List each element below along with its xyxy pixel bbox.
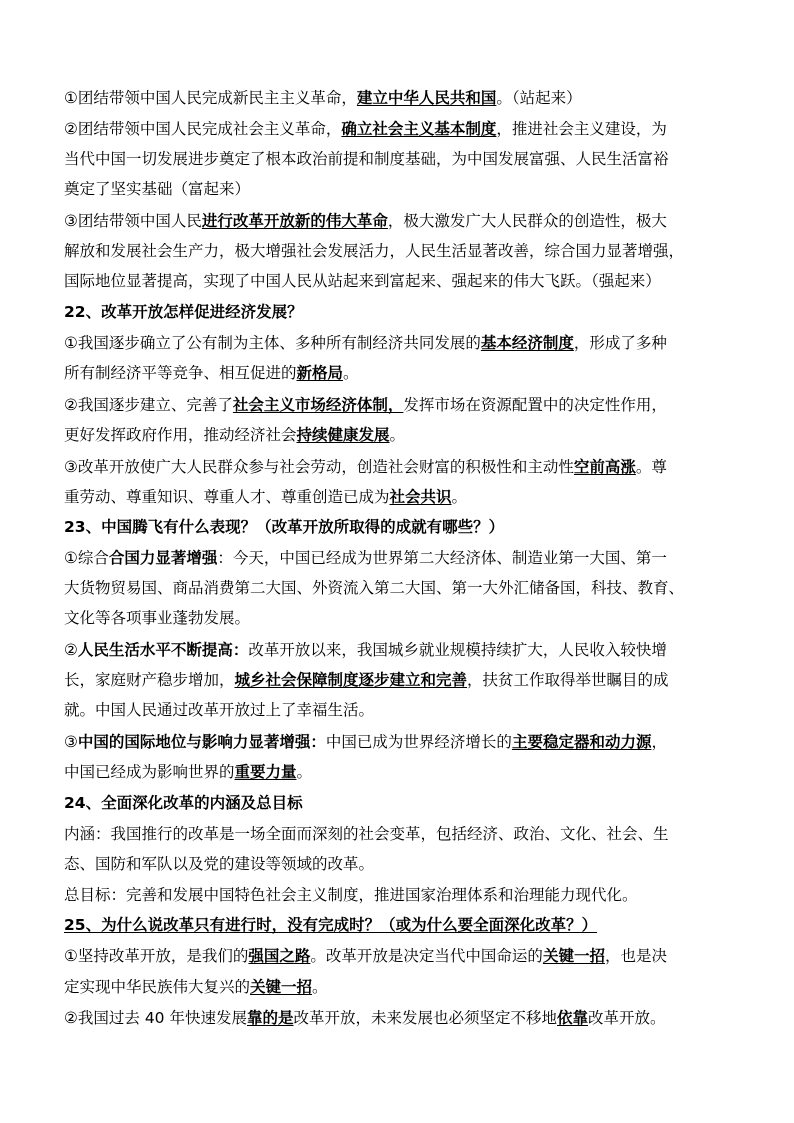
text: ，扶贫工作取得举世瞩目的成	[467, 671, 669, 689]
q23-paragraph-1-line-1	[64, 548, 734, 568]
q24-line-2: 态、国防和军队以及党的建设等领域的改革。	[64, 855, 375, 873]
text: 发挥市场在资源配置中的决定性作用，	[403, 396, 667, 414]
paragraph-2-line-2: 当代中国一切发展进步奠定了根本政治前提和制度基础，为中国发展富强、人民生活富裕	[64, 150, 669, 168]
key-term: 进行改革开放新的伟大革命	[201, 212, 388, 230]
text: 改革开放以来，我国城乡就业规模持续扩大，人民收入较快增	[248, 641, 667, 659]
key-term: 靠的是	[246, 1009, 294, 1027]
key-term: 中国的国际地位与影响力显著增强：	[77, 733, 326, 751]
text: 。	[343, 364, 359, 382]
text: 重劳动、尊重知识、尊重人才、尊重创造已成为	[64, 488, 390, 506]
text: 。	[296, 763, 313, 781]
paragraph-1-line-1	[64, 88, 734, 108]
text: ②我国过去 40 年快速发展	[64, 1009, 247, 1027]
text: 中国已成为世界经济增长的	[325, 733, 512, 751]
q24-line-1: 内涵：我国推行的改革是一场全面而深刻的社会变革，包括经济、政治、文化、社会、生	[64, 825, 669, 843]
text: ，推进社会主义建设，为	[496, 120, 667, 138]
text: ②我国逐步建立、完善了	[64, 396, 233, 414]
q23-paragraph-1-line-3: 文化等各项事业蓬勃发展。	[64, 609, 251, 627]
q23-paragraph-2-line-3: 就。中国人民通过改革开放过上了幸福生活。	[64, 701, 375, 719]
text: 中国已经成为影响世界的	[64, 763, 235, 781]
q25-paragraph-1-line-1	[64, 946, 734, 966]
q25-paragraph-2-line-1	[64, 1008, 734, 1028]
text: 。（站起来）	[496, 89, 582, 107]
q23-paragraph-2-line-2	[64, 670, 734, 690]
key-term: 持续健康发展	[296, 426, 390, 444]
text: ①综合	[64, 549, 109, 567]
q23-paragraph-3-line-1	[64, 732, 734, 752]
q22-paragraph-2-line-1	[64, 395, 734, 415]
key-term: 社会共识	[389, 488, 452, 506]
paragraph-3-line-1	[64, 211, 734, 231]
key-term: 确立社会主义基本制度	[341, 120, 497, 138]
text: 。	[389, 426, 406, 444]
text: 。	[312, 978, 328, 996]
text: 长，家庭财产稳步增加，	[64, 671, 235, 689]
text: ，	[651, 733, 667, 751]
q22-paragraph-3-line-1	[64, 457, 734, 477]
q23-paragraph-1-line-2: 大货物贸易国、商品消费第二大国、外资流入第二大国、第一大外汇储备国，科技、教育、	[64, 579, 685, 597]
text: 所有制经济平等竞争、相互促进的	[64, 364, 297, 382]
q22-paragraph-1-line-1	[64, 333, 734, 353]
text: ，极大激发广大人民群众的创造性，极大	[387, 212, 667, 230]
text: 更好发挥政府作用，推动经济社会	[64, 426, 297, 444]
key-term: 新格局	[296, 364, 344, 382]
text: 。尊	[635, 458, 667, 476]
q22-paragraph-3-line-2	[64, 487, 734, 507]
paragraph-3-line-3: 国际地位显著提高，实现了中国人民从站起来到富起来、强起来的伟大飞跃。（强起来）	[64, 272, 661, 290]
q23-paragraph-2-line-1	[64, 640, 734, 660]
key-term: 关键一招	[250, 978, 313, 996]
q25-paragraph-1-line-2	[64, 977, 734, 997]
text: 改革开放，未来发展也必须坚定不移地	[293, 1009, 558, 1027]
key-term: 合国力显著增强	[108, 549, 218, 567]
text: 定实现中华民族伟大复兴的	[64, 978, 251, 996]
key-term: 社会主义市场经济体制，	[232, 396, 404, 414]
text: ①坚持改革开放，是我们的	[64, 947, 249, 965]
text: 改革开放。	[588, 1009, 666, 1027]
text: ，形成了多种	[573, 334, 667, 352]
question-25-heading: 25、为什么说改革只有进行时，没有完成时？（或为什么要全面深化改革？）	[64, 916, 598, 934]
paragraph-3-line-2: 解放和发展社会生产力，极大增强社会发展活力，人民生活显著改善，综合国力显著增强，	[64, 242, 685, 260]
key-term: 主要稳定器和动力源	[511, 733, 652, 751]
q22-paragraph-2-line-2	[64, 425, 734, 445]
question-22-heading: 22、改革开放怎样促进经济发展？	[64, 303, 303, 321]
question-23-heading: 23、中国腾飞有什么表现？（改革开放所取得的成就有哪些？）	[64, 518, 505, 536]
text: ①我国逐步确立了公有制为主体、多种所有制经济共同发展的	[64, 334, 481, 352]
question-24-heading: 24、全面深化改革的内涵及总目标	[64, 794, 303, 812]
text: ②团结带领中国人民完成社会主义革命，	[64, 120, 342, 138]
key-term: 建立中华人民共和国	[356, 89, 497, 107]
q24-line-3: 总目标：完善和发展中国特色社会主义制度，推进国家治理体系和治理能力现代化。	[64, 886, 638, 904]
key-term: 依靠	[557, 1009, 589, 1027]
text: ③改革开放使广大人民群众参与社会劳动，创造社会财富的积极性和主动性	[64, 458, 574, 476]
q23-paragraph-3-line-2	[64, 762, 734, 782]
text: ：今天，中国已经成为世界第二大经济体、制造业第一大国、第一	[217, 549, 667, 567]
key-term: 关键一招	[542, 947, 605, 965]
key-term: 城乡社会保障制度逐步建立和完善	[234, 671, 468, 689]
text: 。	[451, 488, 468, 506]
text: ③	[64, 733, 78, 751]
key-term: 空前高涨	[573, 458, 636, 476]
key-term: 人民生活水平不断提高：	[77, 641, 249, 659]
key-term: 重要力量	[234, 763, 297, 781]
text: 。改革开放是决定当代中国命运的	[310, 947, 543, 965]
text: ②	[64, 641, 78, 659]
key-term: 强国之路	[248, 947, 311, 965]
paragraph-2-line-1	[64, 119, 734, 139]
key-term: 基本经济制度	[480, 334, 574, 352]
text: ①团结带领中国人民完成新民主主义革命，	[64, 89, 357, 107]
q22-paragraph-1-line-2	[64, 363, 734, 383]
text: ③团结带领中国人民	[64, 212, 202, 230]
paragraph-2-line-3: 奠定了坚实基础（富起来）	[64, 180, 251, 198]
text: ，也是决	[604, 947, 667, 965]
